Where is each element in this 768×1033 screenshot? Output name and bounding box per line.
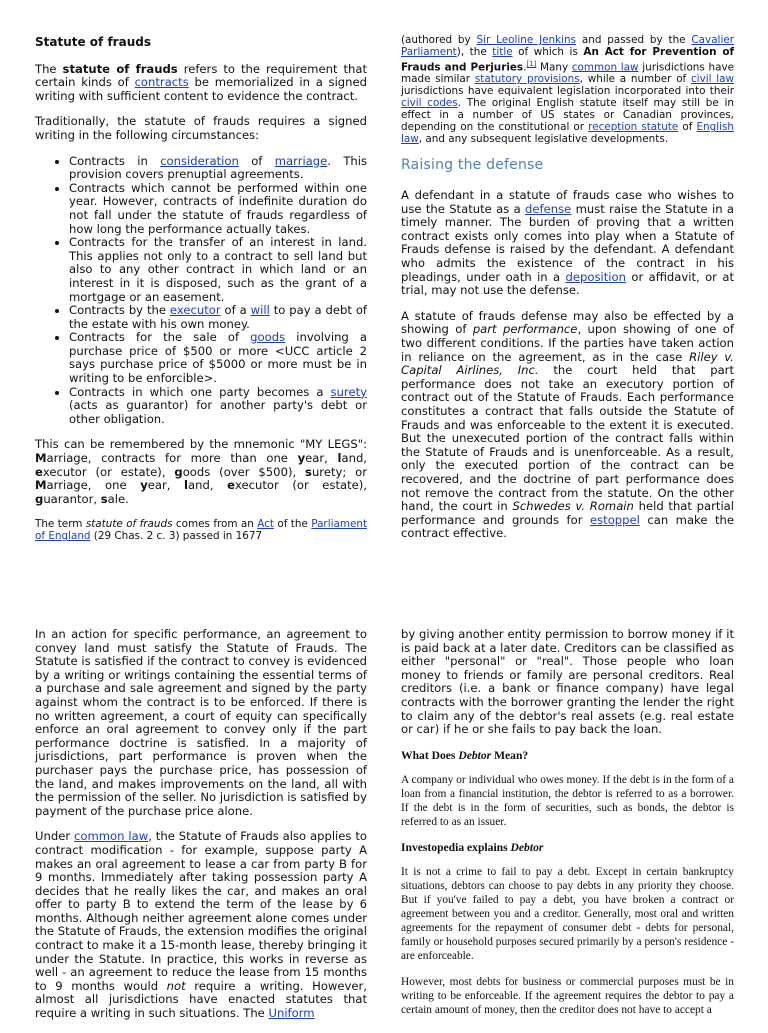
column-3 <box>35 628 367 1033</box>
link-title[interactable]: title <box>492 46 513 58</box>
investopedia-heading: Investopedia explains Debtor <box>401 840 544 854</box>
intro-paragraph: The statute of frauds refers to the requirement that certain kinds of contracts be memorialized in a signed writing with sufficient content to evidence the contract. <box>35 61 368 103</box>
link-cavalier-parliament[interactable]: Cavalier Parliament <box>401 34 734 58</box>
column-1 <box>35 36 367 554</box>
link-surety[interactable]: surety <box>330 384 367 399</box>
link-common-law[interactable]: common law <box>571 61 639 74</box>
link-defense[interactable]: defense <box>525 201 572 216</box>
creditors-paragraph: by giving another entity permission to borrow money if it is paid back at a later date. Creditors can be classified as either "personal" or "real". Those people who loan money to friends or family are personal creditors. Real creditors (i.e. a bank or finance company) have legal contracts with the borrower granting the lender the right to claim any of the debtor's real assets (e.g. real estate or car) if he or she fails to pay back the loan. <box>401 627 734 737</box>
link-marriage[interactable]: marriage <box>274 153 328 168</box>
link-civil-codes[interactable]: civil codes <box>401 97 458 110</box>
list-item: • Contracts for the transfer of an interest in land. This applies not only to a contract to sell land but also to any other contract in which land or an interest in it is disposed, such as the grant of a mortgage or an easement. <box>69 236 367 304</box>
list-item: • Contracts by the executor of a will to pay a debt of the estate with his own money. <box>69 304 367 331</box>
link-consideration[interactable]: consideration <box>160 153 239 168</box>
circumstances-list <box>35 155 367 427</box>
list-item: • Contracts in which one party becomes a surety (acts as guarantor) for another party's debt or other obligation. <box>69 386 367 427</box>
defense-paragraph: A defendant in a statute of frauds case who wishes to use the Statute as a defense must raise the Statute in a timely manner. The burden of proving that a written contract exists only comes into play when a Statute of Frauds defense is raised by the defendant. A defendant who admits the existence of the contract in his pleadings, under oath in a deposition or affidavit, or at trial, may not use the defense. <box>401 188 735 298</box>
link-deposition[interactable]: deposition <box>565 269 626 284</box>
link-common-law-2[interactable]: common law <box>74 829 149 844</box>
link-statutory-provisions[interactable]: statutory provisions <box>474 73 580 86</box>
citation-1[interactable]: [1] <box>526 60 537 68</box>
link-civil-law[interactable]: civil law <box>690 73 735 86</box>
link-parliament-of-england[interactable]: Parliament of England <box>35 518 368 543</box>
mnemonic-paragraph: This can be remembered by the mnemonic "MY LEGS": Marriage, contracts for more than one year, land, executor (or estate), goods (over $500), surety; or Marriage, one year, land, executor (or estate), guarantor, sale. <box>35 437 368 506</box>
link-will[interactable]: will <box>250 303 270 318</box>
column-4 <box>401 628 734 1029</box>
article-title: Statute of frauds <box>35 35 151 49</box>
debtor-definition: A company or individual who owes money. If the debt is in the form of a loan from a financial institution, the debtor is referred to as a borrower. If the debt is in the form of securities, such as bonds, the debtor is referred to as an issuer. <box>401 773 734 828</box>
link-reception-statute[interactable]: reception statute <box>588 121 679 134</box>
link-executor[interactable]: executor <box>169 303 221 318</box>
list-item: • Contracts which cannot be performed within one year. However, contracts of indefinite duration do not fall under the statute of frauds regardless of how long the performance actually takes. <box>69 182 367 236</box>
debtor-heading: What Does Debtor Mean? <box>401 748 529 762</box>
specific-performance-paragraph: In an action for specific performance, an agreement to convey land must satisfy the Statute of Frauds. The Statute is satisfied if the contract to convey is evidenced by a writing or writings containing the essential terms of a purchase and sale agreement and signed by the party against whom the contract is to be enforced. If there is no written agreement, a court of equity can specifically enforce an oral agreement to convey only if the part performance doctrine is satisfied. In a majority of jurisdictions, part performance is proven when the purchaser pays the purchase price, has possession of the land, and makes improvements on the land, all with the permission of the seller. No jurisdiction is satisfied by payment of the purchase price alone. <box>35 627 367 818</box>
list-item: • Contracts in consideration of marriage. This provision covers prenuptial agreements. <box>69 155 367 182</box>
debtor-explanation: It is not a crime to fail to pay a debt. Except in certain bankruptcy situations, debtors can choose to pay debts in any priority they choose. But if you've failed to pay a debt, you have broken a contract or agreement between you and a creditor. Generally, most oral and written agreements for the repayment of consumer debt - debts for personal, family or household purposes secured primarily by a person's residence - are enforceable. <box>401 865 734 962</box>
link-english-law[interactable]: English law <box>401 121 735 146</box>
part-performance-paragraph: A statute of frauds defense may also be effected by a showing of part performance, upon showing of one of two different conditions. If the parties have taken action in reliance on the agreement, as in the case Riley v. Capital Airlines, Inc. the court held that part performance does not take an executory portion of contract out of the Statute of Frauds. Each performance constitutes a contract that falls outside the Statute of Frauds and was enforceable to the extent it is executed. But the unexecuted portion of the contract falls within the Statute of Frauds and is unenforceable. As a result, only the executed portion of the contract can be recovered, and the doctrine of part performance does not remove the contract from the statute. On the other hand, the court in Schwedes v. Romain held that partial performance and grounds for estoppel can make the contract effective. <box>401 308 734 541</box>
link-contracts[interactable]: contracts <box>134 75 189 90</box>
circumstances-paragraph: Traditionally, the statute of frauds requires a signed writing in the following circumstances: <box>35 114 367 142</box>
link-leoline-jenkins[interactable]: Sir Leoline Jenkins <box>476 34 577 46</box>
authorship-paragraph: (authored by Sir Leoline Jenkins and passed by the Cavalier Parliament), the title of which is An Act for Prevention of Frauds and Perjuries.[1] Many common law jurisdictions have made similar statutory provisions, while a number of civil law jurisdictions have equivalent legislation incorporated into their civil codes. The original English statute itself may still be in effect in a number of US states or Canadian provinces, depending on the constitutional or reception statute of English law, and any subsequent legislative developments. <box>401 34 735 146</box>
section-heading-raising-defense: Raising the defense <box>401 157 544 174</box>
term-origin-paragraph: The term statute of frauds comes from an Act of the Parliament of England (29 Chas. 2 c. 3) passed in 1677 <box>35 518 368 543</box>
link-goods[interactable]: goods <box>250 330 286 345</box>
link-uniform[interactable]: Uniform <box>268 1006 315 1021</box>
list-item: • Contracts for the sale of goods involving a purchase price of $500 or more <UCC article 2 says purchase price of $5000 or more must be in writing to be enforcible>. <box>69 331 367 385</box>
link-estoppel[interactable]: estoppel <box>589 512 640 527</box>
link-act[interactable]: Act <box>257 518 274 531</box>
contract-modification-paragraph: Under common law, the Statute of Frauds also applies to contract modification - for example, suppose party A makes an oral agreement to lease a car from party B for 9 months. Immediately after taking possession party A decides that he really likes the car, and makes an oral offer to party B to extend the term of the lease by 6 months. Although neither agreement alone comes under the Statute of Frauds, the extension modifies the original contract to make it a 15-month lease, thereby bringing it under the Statute. In practice, this works in reverse as well - an agreement to reduce the lease from 15 months to 9 months would not require a writing. However, almost all jurisdictions have enacted statutes that require a writing in such situations. The Uniform <box>35 829 367 1021</box>
debtor-section <box>401 749 734 1017</box>
column-2 <box>401 34 734 553</box>
business-debts-paragraph: However, most debts for business or commercial purposes must be in writing to be enforceable. If the agreement requires the debtor to pay a certain amount of money, then the creditor does not have to accept a <box>401 975 734 1016</box>
